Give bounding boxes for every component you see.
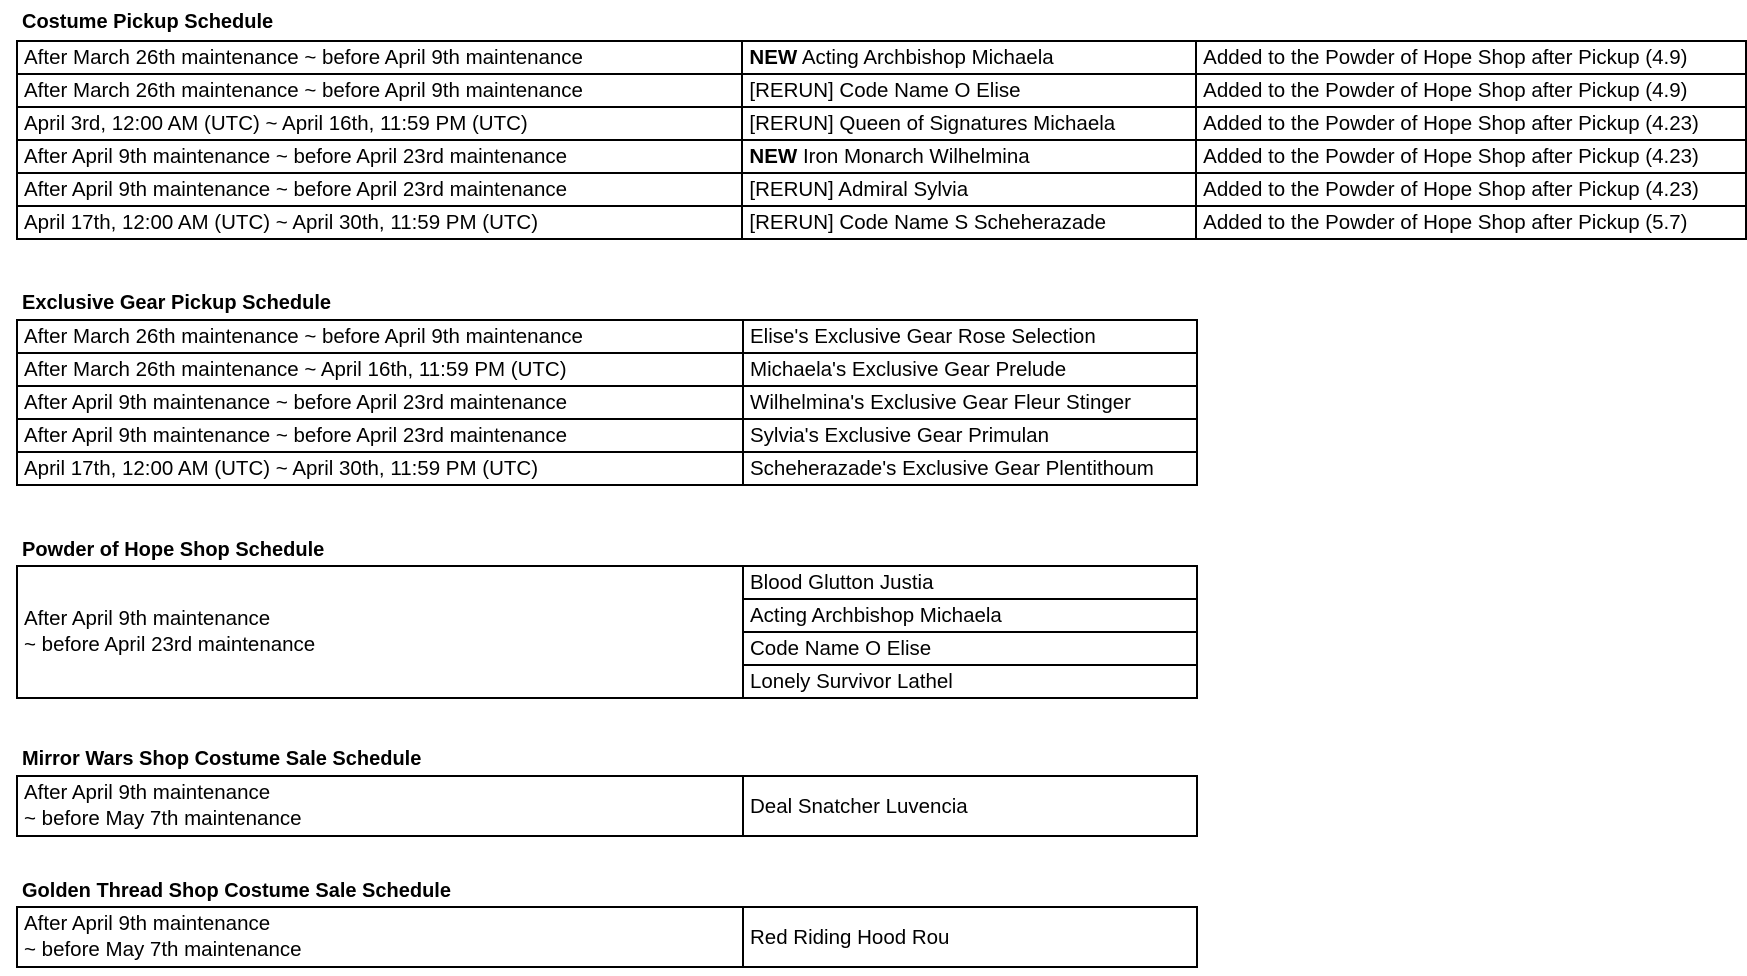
gear-cell: Sylvia's Exclusive Gear Primulan <box>743 419 1197 452</box>
period-line: After April 9th maintenance <box>24 912 271 935</box>
item-cell: Code Name O Elise <box>743 632 1197 665</box>
costume-name: [RERUN] Code Name S Scheherazade <box>749 211 1107 234</box>
note-cell: Added to the Powder of Hope Shop after Pickup (4.9) <box>1196 41 1746 74</box>
period-cell: After April 9th maintenance ~ before April 23rd maintenance <box>17 419 743 452</box>
costume-name: Iron Monarch Wilhelmina <box>797 145 1030 168</box>
note-cell: Added to the Powder of Hope Shop after Pickup (4.23) <box>1196 107 1746 140</box>
item-cell: Acting Archbishop Michaela <box>743 599 1197 632</box>
mirror-wars-title: Mirror Wars Shop Costume Sale Schedule <box>22 748 422 770</box>
period-line: ~ before May 7th maintenance <box>24 938 302 961</box>
costume-cell <box>742 140 1196 173</box>
period-cell: After March 26th maintenance ~ April 16th, 11:59 PM (UTC) <box>17 353 743 386</box>
costume-cell <box>742 41 1196 74</box>
period-cell: After April 9th maintenance ~ before April 23rd maintenance <box>17 386 743 419</box>
period-line: After April 9th maintenance <box>24 607 271 630</box>
note-cell: Added to the Powder of Hope Shop after Pickup (4.23) <box>1196 173 1746 206</box>
item-cell: Deal Snatcher Luvencia <box>743 776 1197 836</box>
costume-cell <box>742 107 1196 140</box>
mirror-wars-table <box>16 775 1198 837</box>
costume-name: [RERUN] Code Name O Elise <box>749 79 1021 102</box>
period-cell: April 3rd, 12:00 AM (UTC) ~ April 16th, 11:59 PM (UTC) <box>17 107 742 140</box>
gear-pickup-title: Exclusive Gear Pickup Schedule <box>22 292 332 314</box>
table-row <box>17 419 1197 452</box>
period-line: ~ before April 23rd maintenance <box>24 633 316 656</box>
period-cell: April 17th, 12:00 AM (UTC) ~ April 30th, 11:59 PM (UTC) <box>17 206 742 239</box>
table-row <box>17 74 1746 107</box>
new-badge: NEW <box>749 46 798 69</box>
gear-pickup-table <box>16 319 1198 486</box>
period-line: After April 9th maintenance <box>24 781 271 804</box>
table-row <box>17 353 1197 386</box>
powder-shop-table <box>16 565 1198 699</box>
costume-name: [RERUN] Queen of Signatures Michaela <box>749 112 1116 135</box>
costume-name: Acting Archbishop Michaela <box>797 46 1054 69</box>
table-row <box>17 173 1746 206</box>
period-cell: After April 9th maintenance ~ before April 23rd maintenance <box>17 173 742 206</box>
note-cell: Added to the Powder of Hope Shop after Pickup (4.9) <box>1196 74 1746 107</box>
period-cell: After March 26th maintenance ~ before April 9th maintenance <box>17 320 743 353</box>
table-row <box>17 907 1197 967</box>
table-row <box>17 452 1197 485</box>
period-line: ~ before May 7th maintenance <box>24 807 302 830</box>
table-row <box>17 386 1197 419</box>
new-badge: NEW <box>749 145 798 168</box>
item-cell: Red Riding Hood Rou <box>743 907 1197 967</box>
table-row <box>17 776 1197 836</box>
period-cell: After April 9th maintenance ~ before April 23rd maintenance <box>17 140 742 173</box>
powder-shop-title: Powder of Hope Shop Schedule <box>22 539 325 561</box>
note-cell: Added to the Powder of Hope Shop after Pickup (4.23) <box>1196 140 1746 173</box>
golden-thread-title: Golden Thread Shop Costume Sale Schedule <box>22 880 451 902</box>
gear-cell: Elise's Exclusive Gear Rose Selection <box>743 320 1197 353</box>
costume-cell <box>742 206 1196 239</box>
costume-cell <box>742 74 1196 107</box>
table-row <box>17 140 1746 173</box>
table-row <box>17 320 1197 353</box>
period-cell: April 17th, 12:00 AM (UTC) ~ April 30th, 11:59 PM (UTC) <box>17 452 743 485</box>
costume-pickup-title: Costume Pickup Schedule <box>22 11 274 33</box>
costume-name: [RERUN] Admiral Sylvia <box>749 178 969 201</box>
gear-cell: Wilhelmina's Exclusive Gear Fleur Stinger <box>743 386 1197 419</box>
table-row <box>17 566 1197 599</box>
gear-cell: Michaela's Exclusive Gear Prelude <box>743 353 1197 386</box>
table-row <box>17 206 1746 239</box>
golden-thread-table <box>16 906 1198 968</box>
period-cell <box>17 907 743 967</box>
costume-pickup-table <box>16 40 1747 240</box>
note-cell: Added to the Powder of Hope Shop after Pickup (5.7) <box>1196 206 1746 239</box>
item-cell: Lonely Survivor Lathel <box>743 665 1197 698</box>
period-cell <box>17 776 743 836</box>
gear-cell: Scheherazade's Exclusive Gear Plentithoum <box>743 452 1197 485</box>
costume-cell <box>742 173 1196 206</box>
period-cell: After March 26th maintenance ~ before April 9th maintenance <box>17 41 742 74</box>
table-row <box>17 41 1746 74</box>
period-cell: After March 26th maintenance ~ before April 9th maintenance <box>17 74 742 107</box>
item-cell: Blood Glutton Justia <box>743 566 1197 599</box>
period-cell <box>17 566 743 698</box>
table-row <box>17 107 1746 140</box>
